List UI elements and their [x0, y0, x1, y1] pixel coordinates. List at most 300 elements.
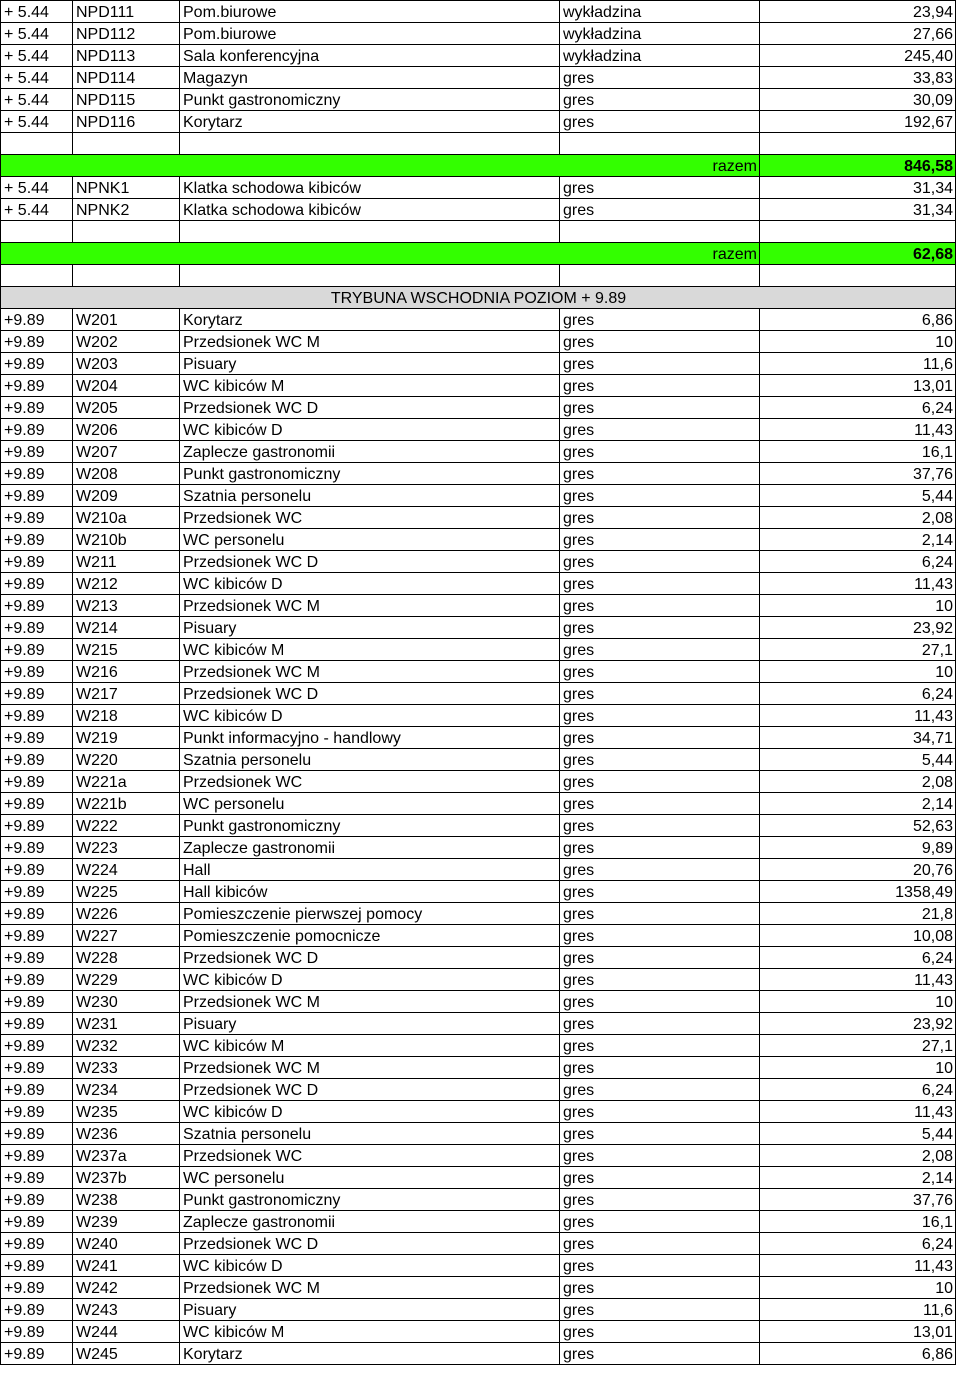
room-name-cell: Punkt gastronomiczny	[180, 815, 560, 837]
level-cell: +9.89	[1, 375, 73, 397]
level-cell: +9.89	[1, 309, 73, 331]
area-cell: 11,43	[760, 705, 956, 727]
level-cell: +9.89	[1, 1277, 73, 1299]
room-name-cell: Przedsionek WC	[180, 771, 560, 793]
area-cell: 2,14	[760, 793, 956, 815]
room-code-cell: W239	[73, 1211, 180, 1233]
level-cell: + 5.44	[1, 45, 73, 67]
level-cell: +9.89	[1, 529, 73, 551]
floor-type-cell: gres	[560, 771, 760, 793]
level-cell: +9.89	[1, 1189, 73, 1211]
table-row	[1, 23, 956, 45]
room-code-cell: NPNK1	[73, 177, 180, 199]
table-row	[1, 529, 956, 551]
level-cell: +9.89	[1, 903, 73, 925]
table-row	[1, 397, 956, 419]
table-row	[1, 1035, 956, 1057]
floor-type-cell: gres	[560, 89, 760, 111]
floor-type-cell: gres	[560, 177, 760, 199]
room-code-cell: W213	[73, 595, 180, 617]
area-cell: 13,01	[760, 375, 956, 397]
floor-type-cell: gres	[560, 353, 760, 375]
room-code-cell: W225	[73, 881, 180, 903]
empty-cell	[73, 221, 180, 243]
level-cell: +9.89	[1, 617, 73, 639]
area-cell: 11,43	[760, 1101, 956, 1123]
level-cell: +9.89	[1, 1101, 73, 1123]
area-cell: 31,34	[760, 199, 956, 221]
room-name-cell: Przedsionek WC D	[180, 397, 560, 419]
floor-type-cell: gres	[560, 683, 760, 705]
floor-type-cell: gres	[560, 529, 760, 551]
room-code-cell: NPD112	[73, 23, 180, 45]
table-row	[1, 45, 956, 67]
floor-type-cell: gres	[560, 947, 760, 969]
level-cell: +9.89	[1, 793, 73, 815]
room-name-cell: Przedsionek WC M	[180, 331, 560, 353]
total-value-cell: 846,58	[760, 155, 956, 177]
area-cell: 10	[760, 1277, 956, 1299]
area-cell: 13,01	[760, 1321, 956, 1343]
table-row	[1, 683, 956, 705]
room-name-cell: WC kibiców M	[180, 1321, 560, 1343]
floor-type-cell: gres	[560, 463, 760, 485]
table-row	[1, 617, 956, 639]
level-cell: +9.89	[1, 595, 73, 617]
level-cell: + 5.44	[1, 1, 73, 23]
level-cell: +9.89	[1, 1057, 73, 1079]
room-name-cell: Szatnia personelu	[180, 485, 560, 507]
area-cell: 23,92	[760, 1013, 956, 1035]
table-row	[1, 661, 956, 683]
floor-type-cell: gres	[560, 859, 760, 881]
level-cell: +9.89	[1, 947, 73, 969]
area-cell: 2,08	[760, 507, 956, 529]
room-name-cell: WC kibiców D	[180, 1101, 560, 1123]
table-row	[1, 309, 956, 331]
empty-cell	[560, 221, 760, 243]
level-cell: +9.89	[1, 661, 73, 683]
room-code-cell: W209	[73, 485, 180, 507]
room-name-cell: Punkt gastronomiczny	[180, 1189, 560, 1211]
level-cell: +9.89	[1, 1255, 73, 1277]
table-row	[1, 727, 956, 749]
section-header-row	[1, 287, 956, 309]
total-label-cell: razem	[1, 155, 760, 177]
floor-type-cell: gres	[560, 1123, 760, 1145]
table-row	[1, 177, 956, 199]
floor-type-cell: gres	[560, 331, 760, 353]
level-cell: +9.89	[1, 1079, 73, 1101]
level-cell: +9.89	[1, 749, 73, 771]
room-code-cell: W223	[73, 837, 180, 859]
floor-type-cell: gres	[560, 375, 760, 397]
table-row	[1, 1299, 956, 1321]
room-name-cell: Przedsionek WC M	[180, 1277, 560, 1299]
level-cell: + 5.44	[1, 199, 73, 221]
table-row	[1, 991, 956, 1013]
area-cell: 11,43	[760, 573, 956, 595]
room-code-cell: W211	[73, 551, 180, 573]
area-cell: 30,09	[760, 89, 956, 111]
floor-type-cell: gres	[560, 1167, 760, 1189]
floor-type-cell: gres	[560, 903, 760, 925]
area-cell: 52,63	[760, 815, 956, 837]
table-row	[1, 199, 956, 221]
area-cell: 9,89	[760, 837, 956, 859]
table-row	[1, 859, 956, 881]
room-code-cell: NPD115	[73, 89, 180, 111]
level-cell: +9.89	[1, 1321, 73, 1343]
area-cell: 37,76	[760, 463, 956, 485]
room-name-cell: Pisuary	[180, 353, 560, 375]
empty-row	[1, 265, 956, 287]
area-cell: 27,1	[760, 639, 956, 661]
room-code-cell: W216	[73, 661, 180, 683]
room-code-cell: W238	[73, 1189, 180, 1211]
room-name-cell: Przedsionek WC M	[180, 991, 560, 1013]
floor-type-cell: gres	[560, 595, 760, 617]
sheet-body	[1, 1, 956, 1365]
level-cell: +9.89	[1, 441, 73, 463]
level-cell: +9.89	[1, 1343, 73, 1365]
table-row	[1, 1079, 956, 1101]
table-row	[1, 639, 956, 661]
area-cell: 2,14	[760, 529, 956, 551]
room-name-cell: Sala konferencyjna	[180, 45, 560, 67]
floor-type-cell: gres	[560, 1189, 760, 1211]
level-cell: +9.89	[1, 507, 73, 529]
empty-cell	[560, 265, 760, 287]
room-code-cell: W228	[73, 947, 180, 969]
room-name-cell: Korytarz	[180, 1343, 560, 1365]
floor-type-cell: gres	[560, 1101, 760, 1123]
area-cell: 2,14	[760, 1167, 956, 1189]
table-row	[1, 1013, 956, 1035]
table-row	[1, 1167, 956, 1189]
level-cell: +9.89	[1, 639, 73, 661]
room-name-cell: Hall kibiców	[180, 881, 560, 903]
room-name-cell: Przedsionek WC	[180, 1145, 560, 1167]
room-code-cell: NPD114	[73, 67, 180, 89]
room-name-cell: Przedsionek WC M	[180, 661, 560, 683]
area-cell: 10	[760, 991, 956, 1013]
table-row	[1, 1, 956, 23]
table-row	[1, 1145, 956, 1167]
room-name-cell: WC kibiców D	[180, 969, 560, 991]
table-row	[1, 1321, 956, 1343]
table-row	[1, 375, 956, 397]
area-cell: 10,08	[760, 925, 956, 947]
table-row	[1, 331, 956, 353]
table-row	[1, 1233, 956, 1255]
level-cell: +9.89	[1, 1299, 73, 1321]
empty-row	[1, 133, 956, 155]
table-row	[1, 881, 956, 903]
area-cell: 6,86	[760, 309, 956, 331]
room-code-cell: W210b	[73, 529, 180, 551]
area-cell: 10	[760, 661, 956, 683]
room-name-cell: Pisuary	[180, 1299, 560, 1321]
floor-type-cell: gres	[560, 397, 760, 419]
level-cell: + 5.44	[1, 89, 73, 111]
room-name-cell: Pom.biurowe	[180, 1, 560, 23]
table-row	[1, 1123, 956, 1145]
level-cell: +9.89	[1, 551, 73, 573]
level-cell: +9.89	[1, 1123, 73, 1145]
total-value-cell: 62,68	[760, 243, 956, 265]
area-cell: 6,86	[760, 1343, 956, 1365]
room-name-cell: Przedsionek WC M	[180, 1057, 560, 1079]
room-name-cell: WC kibiców D	[180, 1255, 560, 1277]
table-row	[1, 947, 956, 969]
table-row	[1, 815, 956, 837]
area-cell: 10	[760, 1057, 956, 1079]
floor-type-cell: gres	[560, 1343, 760, 1365]
room-code-cell: W237a	[73, 1145, 180, 1167]
room-code-cell: W220	[73, 749, 180, 771]
section-title: TRYBUNA WSCHODNIA POZIOM + 9.89	[1, 287, 956, 309]
room-name-cell: WC kibiców D	[180, 573, 560, 595]
area-cell: 20,76	[760, 859, 956, 881]
room-code-cell: W229	[73, 969, 180, 991]
room-name-cell: WC personelu	[180, 793, 560, 815]
table-row	[1, 925, 956, 947]
area-cell: 5,44	[760, 749, 956, 771]
level-cell: + 5.44	[1, 67, 73, 89]
area-cell: 6,24	[760, 551, 956, 573]
table-row	[1, 67, 956, 89]
area-cell: 10	[760, 331, 956, 353]
room-name-cell: Hall	[180, 859, 560, 881]
room-name-cell: Korytarz	[180, 309, 560, 331]
level-cell: +9.89	[1, 353, 73, 375]
room-name-cell: WC kibiców M	[180, 1035, 560, 1057]
room-name-cell: Zaplecze gastronomii	[180, 441, 560, 463]
level-cell: +9.89	[1, 397, 73, 419]
room-name-cell: WC personelu	[180, 1167, 560, 1189]
level-cell: +9.89	[1, 969, 73, 991]
room-code-cell: W203	[73, 353, 180, 375]
table-row	[1, 1057, 956, 1079]
table-row	[1, 1343, 956, 1365]
floor-type-cell: gres	[560, 573, 760, 595]
room-code-cell: W204	[73, 375, 180, 397]
empty-row	[1, 221, 956, 243]
floor-type-cell: gres	[560, 815, 760, 837]
floor-type-cell: gres	[560, 837, 760, 859]
level-cell: +9.89	[1, 1035, 73, 1057]
room-code-cell: W206	[73, 419, 180, 441]
table-row	[1, 969, 956, 991]
floor-type-cell: gres	[560, 1211, 760, 1233]
level-cell: +9.89	[1, 705, 73, 727]
room-code-cell: W234	[73, 1079, 180, 1101]
level-cell: +9.89	[1, 1145, 73, 1167]
floor-type-cell: gres	[560, 617, 760, 639]
area-cell: 11,43	[760, 419, 956, 441]
room-name-cell: Przedsionek WC D	[180, 683, 560, 705]
room-code-cell: NPD111	[73, 1, 180, 23]
room-code-cell: W240	[73, 1233, 180, 1255]
floor-type-cell: gres	[560, 881, 760, 903]
room-code-cell: NPD116	[73, 111, 180, 133]
area-cell: 11,43	[760, 1255, 956, 1277]
area-cell: 11,6	[760, 353, 956, 375]
level-cell: +9.89	[1, 925, 73, 947]
table-row	[1, 1101, 956, 1123]
room-name-cell: Pomieszczenie pierwszej pomocy	[180, 903, 560, 925]
empty-cell	[180, 265, 560, 287]
floor-type-cell: wykładzina	[560, 23, 760, 45]
area-cell: 34,71	[760, 727, 956, 749]
room-name-cell: Pomieszczenie pomocnicze	[180, 925, 560, 947]
floor-type-cell: gres	[560, 507, 760, 529]
floor-type-cell: gres	[560, 1035, 760, 1057]
room-code-cell: W210a	[73, 507, 180, 529]
floor-type-cell: gres	[560, 1057, 760, 1079]
room-code-cell: W221b	[73, 793, 180, 815]
floor-type-cell: gres	[560, 1255, 760, 1277]
room-code-cell: W233	[73, 1057, 180, 1079]
room-name-cell: WC personelu	[180, 529, 560, 551]
room-name-cell: WC kibiców M	[180, 639, 560, 661]
room-code-cell: W202	[73, 331, 180, 353]
empty-cell	[180, 221, 560, 243]
floor-type-cell: gres	[560, 991, 760, 1013]
area-cell: 5,44	[760, 1123, 956, 1145]
room-code-cell: W224	[73, 859, 180, 881]
empty-cell	[560, 133, 760, 155]
table-row	[1, 441, 956, 463]
empty-cell	[1, 221, 73, 243]
level-cell: +9.89	[1, 837, 73, 859]
floor-type-cell: gres	[560, 1277, 760, 1299]
area-cell: 16,1	[760, 441, 956, 463]
area-cell: 11,6	[760, 1299, 956, 1321]
table-row	[1, 903, 956, 925]
area-cell: 2,08	[760, 1145, 956, 1167]
empty-cell	[1, 133, 73, 155]
floor-type-cell: gres	[560, 749, 760, 771]
table-row	[1, 353, 956, 375]
room-code-cell: W243	[73, 1299, 180, 1321]
room-name-cell: Przedsionek WC D	[180, 551, 560, 573]
room-name-cell: Pisuary	[180, 1013, 560, 1035]
room-code-cell: W221a	[73, 771, 180, 793]
floor-type-cell: gres	[560, 1079, 760, 1101]
floor-type-cell: gres	[560, 969, 760, 991]
empty-cell	[73, 265, 180, 287]
floor-type-cell: gres	[560, 727, 760, 749]
level-cell: +9.89	[1, 463, 73, 485]
room-name-cell: Przedsionek WC	[180, 507, 560, 529]
table-row	[1, 551, 956, 573]
room-code-cell: W241	[73, 1255, 180, 1277]
room-name-cell: Przedsionek WC D	[180, 1079, 560, 1101]
floor-type-cell: gres	[560, 551, 760, 573]
total-row	[1, 243, 956, 265]
area-cell: 245,40	[760, 45, 956, 67]
table-row	[1, 111, 956, 133]
room-code-cell: W219	[73, 727, 180, 749]
total-row	[1, 155, 956, 177]
room-code-cell: W226	[73, 903, 180, 925]
floor-type-cell: gres	[560, 925, 760, 947]
area-cell: 37,76	[760, 1189, 956, 1211]
room-code-cell: W227	[73, 925, 180, 947]
area-cell: 16,1	[760, 1211, 956, 1233]
room-name-cell: Zaplecze gastronomii	[180, 837, 560, 859]
floor-type-cell: gres	[560, 1299, 760, 1321]
area-cell: 10	[760, 595, 956, 617]
room-code-cell: W214	[73, 617, 180, 639]
room-name-cell: Szatnia personelu	[180, 1123, 560, 1145]
level-cell: +9.89	[1, 727, 73, 749]
empty-cell	[760, 265, 956, 287]
table-row	[1, 485, 956, 507]
area-cell: 1358,49	[760, 881, 956, 903]
floor-type-cell: gres	[560, 1233, 760, 1255]
area-cell: 33,83	[760, 67, 956, 89]
room-name-cell: Zaplecze gastronomii	[180, 1211, 560, 1233]
room-name-cell: WC kibiców M	[180, 375, 560, 397]
level-cell: +9.89	[1, 815, 73, 837]
empty-cell	[760, 133, 956, 155]
area-cell: 31,34	[760, 177, 956, 199]
floor-type-cell: gres	[560, 1321, 760, 1343]
area-cell: 5,44	[760, 485, 956, 507]
room-name-cell: Klatka schodowa kibiców	[180, 177, 560, 199]
level-cell: + 5.44	[1, 23, 73, 45]
room-name-cell: Pisuary	[180, 617, 560, 639]
area-cell: 23,92	[760, 617, 956, 639]
room-name-cell: Punkt informacyjno - handlowy	[180, 727, 560, 749]
empty-cell	[180, 133, 560, 155]
room-name-cell: Korytarz	[180, 111, 560, 133]
room-code-cell: NPD113	[73, 45, 180, 67]
level-cell: +9.89	[1, 331, 73, 353]
room-code-cell: W205	[73, 397, 180, 419]
floor-type-cell: gres	[560, 1013, 760, 1035]
table-row	[1, 419, 956, 441]
level-cell: +9.89	[1, 771, 73, 793]
room-code-cell: W242	[73, 1277, 180, 1299]
room-name-cell: Punkt gastronomiczny	[180, 463, 560, 485]
room-code-cell: W208	[73, 463, 180, 485]
room-code-cell: W218	[73, 705, 180, 727]
room-name-cell: Przedsionek WC D	[180, 947, 560, 969]
area-cell: 6,24	[760, 947, 956, 969]
floor-type-cell: wykładzina	[560, 1, 760, 23]
floor-type-cell: gres	[560, 485, 760, 507]
level-cell: +9.89	[1, 1211, 73, 1233]
room-code-cell: W236	[73, 1123, 180, 1145]
area-cell: 6,24	[760, 1079, 956, 1101]
table-row	[1, 1277, 956, 1299]
floor-type-cell: gres	[560, 419, 760, 441]
level-cell: +9.89	[1, 881, 73, 903]
floor-type-cell: gres	[560, 639, 760, 661]
room-code-cell: W215	[73, 639, 180, 661]
empty-cell	[1, 265, 73, 287]
room-name-cell: Punkt gastronomiczny	[180, 89, 560, 111]
room-name-cell: WC kibiców D	[180, 419, 560, 441]
empty-cell	[73, 133, 180, 155]
room-code-cell: W217	[73, 683, 180, 705]
area-cell: 6,24	[760, 1233, 956, 1255]
area-cell: 11,43	[760, 969, 956, 991]
